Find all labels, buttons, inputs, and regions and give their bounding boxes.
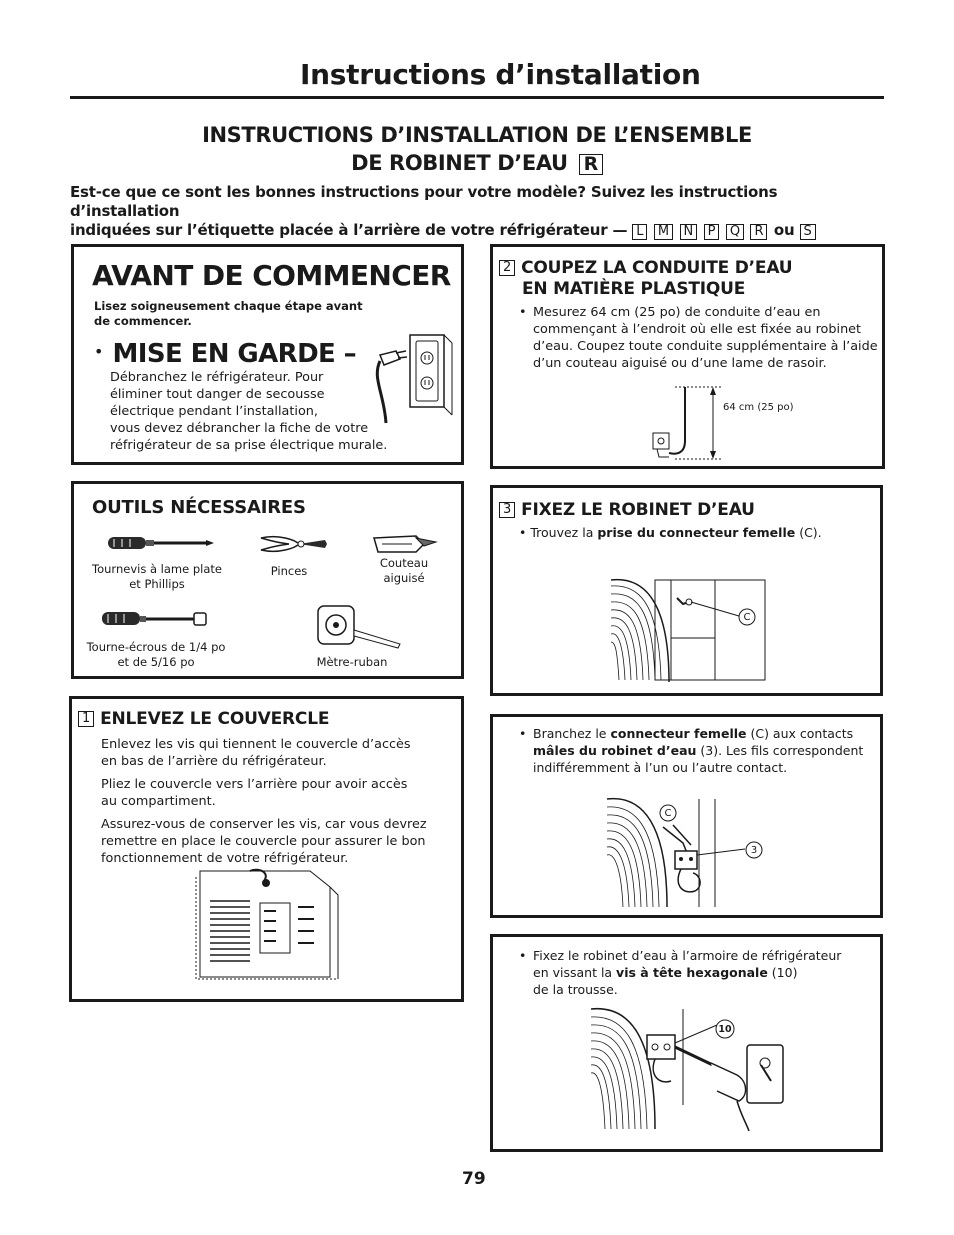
measure-label: 64 cm (25 po) [723,402,794,413]
water-line-measure-illustration [649,375,729,465]
kit-letter-badge: R [579,154,603,175]
model-letter: P [704,224,720,240]
model-letters [632,221,774,239]
nutdriver-icon [100,609,210,629]
text-line: d’eau. Coupez toute conduite supplémentaire à l’aide [533,339,878,354]
text-span: (10) [767,965,798,980]
text-span: (C) aux contacts [746,726,854,741]
step2-heading [499,258,792,279]
text-line: en bas de l’arrière du réfrigérateur. [101,754,327,769]
text-line [533,725,879,742]
text-span: Trouvez la [530,525,598,540]
fasten-valve-illustration [587,1005,787,1133]
text-line: d’un couteau aiguisé ou d’une lame de rasoir. [533,356,827,371]
text-span: en vissant la [533,965,617,980]
step1-title: ENLEVEZ LE COUVERCLE [100,709,330,729]
text-line: de la trousse. [533,982,618,997]
text-line: Enlevez les vis qui tiennent le couvercle d’accès [101,737,411,752]
before-start-subtitle [94,299,394,329]
section-title-line2: DE ROBINET D’EAU [351,151,568,175]
warning-title: MISE EN GARDE – [112,339,357,369]
screwdriver-label [82,562,232,592]
label-line: aiguisé [383,571,425,585]
section-title-line1: INSTRUCTIONS D’INSTALLATION DE L’ENSEMBLE [202,123,752,147]
subtitle-line: de commencer. [94,314,192,328]
step3-text [519,524,879,541]
knife-label [364,556,444,586]
model-letter: N [680,224,698,240]
step3-bullet: • [519,525,527,540]
pliers-label: Pinces [270,564,308,578]
warning-line: électrique pendant l’installation, [110,404,318,419]
step3-title: FIXEZ LE ROBINET D’EAU [521,500,755,520]
step2-title-line2: EN MATIÈRE PLASTIQUE [522,279,746,299]
connect-text [519,725,879,776]
callout-c-label: C [743,612,751,623]
connect-panel [490,714,883,918]
warning-line: vous devez débrancher la fiche de votre [110,421,369,436]
intro-text [70,183,888,240]
page-number: 79 [462,1169,486,1189]
intro-line2-wrap [70,221,888,240]
step3-number: 3 [499,502,515,518]
step1-panel [69,696,464,1002]
knife-icon [370,534,440,554]
callout-10-label: 10 [718,1024,732,1035]
step2-title-line1: COUPEZ LA CONDUITE D’EAU [521,258,793,278]
section-title [70,121,884,177]
label-line: Tourne-écrous de 1/4 po [86,640,226,654]
fasten-panel [490,934,883,1152]
intro-line1: Est-ce que ce sont les bonnes instructions pour votre modèle? Suivez les instructions d’installation [70,183,778,220]
model-letter: L [632,224,647,240]
access-cover-illustration [190,867,360,987]
before-start-title: AVANT DE COMMENCER [92,259,451,292]
tape-measure-icon [314,602,404,650]
text-span: (C). [795,525,822,540]
label-line: Couteau [379,556,429,570]
warning-heading [94,339,356,369]
step2-text [519,304,881,372]
step2-panel [490,244,885,469]
text-line: commençant à l’endroit où elle est fixée au robinet [533,322,862,337]
text-line: remettre en place le couvercle pour assurer le bon [101,834,426,849]
model-letter: R [750,224,767,240]
warning-line: éliminer tout danger de secousse [110,387,325,402]
or-word: ou [773,221,795,239]
tools-title: OUTILS NÉCESSAIRES [92,497,306,518]
nutdriver-label [76,640,236,670]
text-span: (3). Les fils correspondent [696,743,864,758]
step3-panel [490,485,883,696]
callout-3-label: 3 [750,845,758,856]
text-bold: vis à tête hexagonale [616,965,768,980]
fasten-text [519,947,879,998]
connector-location-illustration [607,576,767,686]
callout-c-label: C [664,808,672,819]
text-line: fonctionnement de votre réfrigérateur. [101,851,349,866]
before-start-panel [71,244,464,465]
title-rule [70,96,884,99]
step2-number: 2 [499,260,515,276]
text-span: Branchez le [533,726,611,741]
unplug-outlet-illustration [374,333,454,433]
step2-bullet: • [519,305,527,320]
text-bold: prise du connecteur femelle [597,525,796,540]
warning-line: réfrigérateur de sa prise électrique murale. [110,438,388,453]
model-letter: M [654,224,673,240]
text-line: Fixez le robinet d’eau à l’armoire de réfrigérateur [533,948,842,963]
label-line: et Phillips [129,577,185,591]
text-bold: connecteur femelle [610,726,747,741]
model-letter-last: S [800,224,816,240]
tools-panel [71,481,464,679]
connect-valve-illustration [603,795,753,911]
step1-text [101,736,451,867]
text-line [533,742,879,759]
text-line [533,964,879,981]
text-bold: mâles du robinet d’eau [533,743,697,758]
label-line: Tournevis à lame plate [92,562,222,576]
warning-text [110,369,410,454]
label-line: et de 5/16 po [117,655,195,669]
warning-bullet: • [94,342,104,361]
text-line: Pliez le couvercle vers l’arrière pour avoir accès [101,777,408,792]
section-title-line2-wrap [70,149,884,177]
step3-heading [499,500,755,521]
model-letter: Q [726,224,744,240]
warning-line: Débranchez le réfrigérateur. Pour [110,370,324,385]
text-line: Mesurez 64 cm (25 po) de conduite d’eau en [533,305,821,320]
text-line: au compartiment. [101,794,216,809]
step1-number: 1 [78,711,94,727]
text-line: Assurez-vous de conserver les vis, car vous devrez [101,817,427,832]
pliers-icon [259,532,329,556]
step1-heading [78,709,329,730]
subtitle-line: Lisez soigneusement chaque étape avant [94,299,363,313]
fasten-bullet: • [519,948,527,963]
connect-bullet: • [519,726,527,741]
text-line: indifféremment à l’un ou l’autre contact. [533,760,788,775]
intro-line2: indiquées sur l’étiquette placée à l’arrière de votre réfrigérateur — [70,221,628,239]
screwdriver-icon [106,534,216,552]
page-title: Instructions d’installation [300,58,701,91]
tape-label: Mètre-ruban [316,655,388,669]
